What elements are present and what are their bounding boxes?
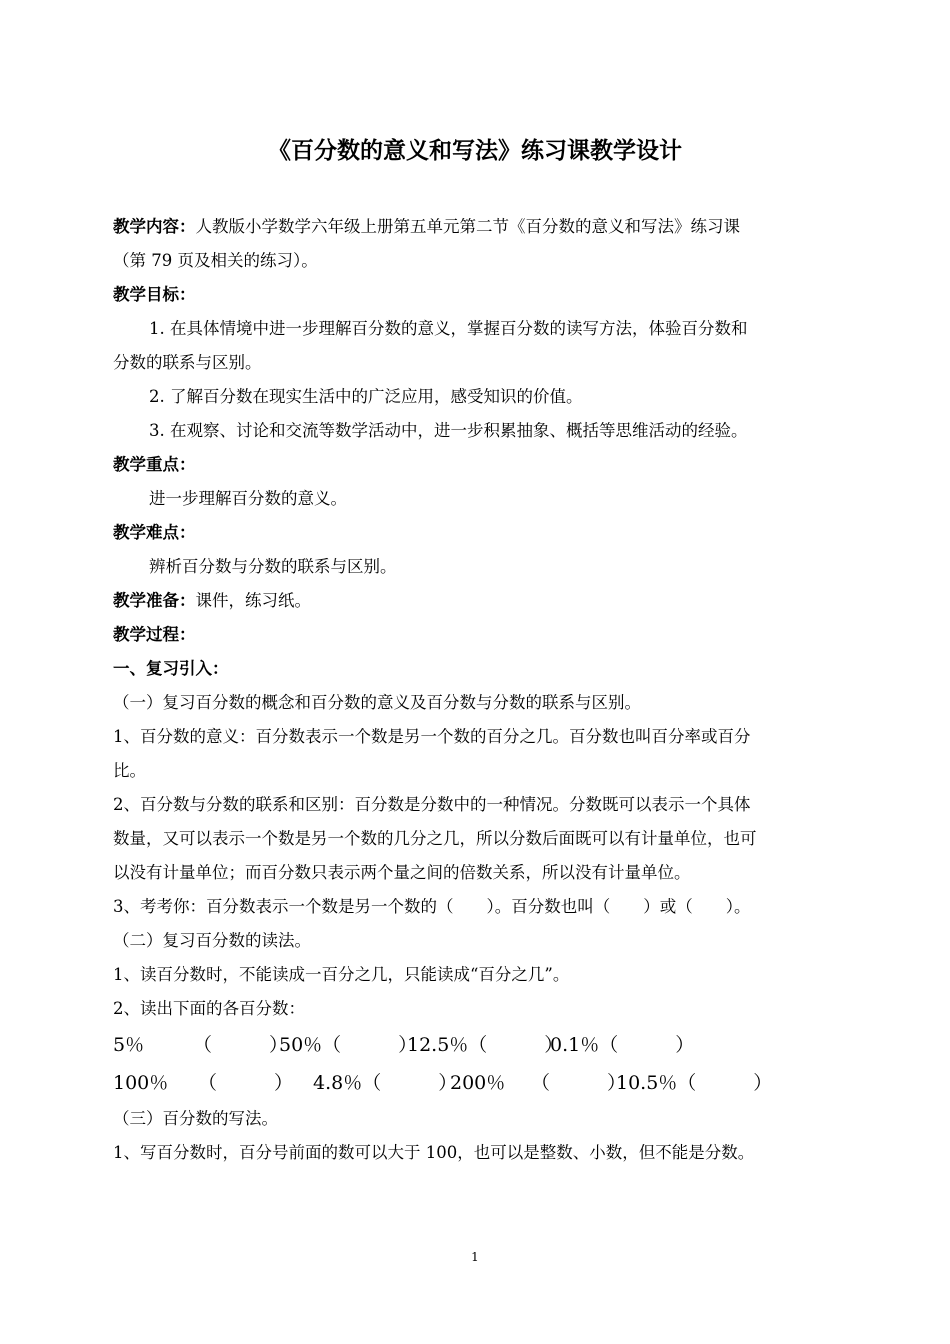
paragraph-1: 1、百分数的意义：百分数表示一个数是另一个数的百分之几。百分数也叫百分率或百分	[113, 727, 751, 746]
paragraph-3: 3、考考你：百分数表示一个数是另一个数的（ ）。百分数也叫（ ）或（ ）。	[113, 897, 751, 916]
subsection-3: （三）百分数的写法。	[113, 1109, 278, 1128]
objective-1: 1. 在具体情境中进一步理解百分数的意义，掌握百分数的读写方法，体验百分数和	[149, 319, 748, 338]
content-line-2: （第 79 页及相关的练习）。	[113, 251, 318, 270]
percent-item: 100％	[113, 1072, 169, 1094]
percent-blank: （ ）	[193, 1034, 289, 1056]
content-label: 教学内容：	[113, 217, 196, 236]
preparation-label: 教学准备：	[113, 591, 196, 610]
paragraph-2-cont: 数量，又可以表示一个数是另一个数的几分之几，所以分数后面既可以有计量单位，也可	[113, 829, 757, 848]
objective-1-cont: 分数的联系与区别。	[113, 353, 262, 372]
subsection-1: （一）复习百分数的概念和百分数的意义及百分数与分数的联系与区别。	[113, 693, 641, 712]
key-point-text: 进一步理解百分数的意义。	[149, 489, 347, 508]
subsection-2: （二）复习百分数的读法。	[113, 931, 311, 950]
percent-item: 4.8％（ ）	[313, 1072, 458, 1094]
reading-rule-1: 1、读百分数时，不能读成一百分之几，只能读成“百分之几”。	[113, 965, 570, 984]
key-point-label: 教学重点：	[113, 455, 196, 474]
objectives-label: 教学目标：	[113, 285, 196, 304]
objective-3: 3. 在观察、讨论和交流等数学活动中，进一步积累抽象、概括等思维活动的经验。	[149, 421, 748, 440]
paragraph-2-cont-2: 以没有计量单位；而百分数只表示两个量之间的倍数关系，所以没有计量单位。	[113, 863, 691, 882]
content-line	[113, 210, 843, 244]
objective-2: 2. 了解百分数在现实生活中的广泛应用，感受知识的价值。	[149, 387, 583, 406]
percent-blank: （ ）	[198, 1072, 294, 1094]
percent-row-1	[113, 1026, 843, 1064]
writing-rule-1: 1、写百分数时，百分号前面的数可以大于 100，也可以是整数、小数，但不能是分数。	[113, 1143, 755, 1162]
percent-item: 50％（ ）	[279, 1034, 418, 1056]
preparation-text: 课件，练习纸。	[195, 591, 311, 610]
process-label: 教学过程：	[113, 625, 196, 644]
document-title: 《百分数的意义和写法》练习课教学设计	[268, 138, 682, 164]
difficulty-text: 辨析百分数与分数的联系与区别。	[149, 557, 397, 576]
percent-blank: （ ）	[531, 1072, 627, 1094]
percent-item: 5％	[113, 1034, 145, 1056]
reading-rule-2: 2、读出下面的各百分数：	[113, 999, 305, 1018]
percent-item: 0.1％（ ）	[550, 1034, 695, 1056]
percent-item: 200％	[450, 1072, 506, 1094]
paragraph-1-cont: 比。	[113, 761, 146, 780]
preparation-line	[113, 584, 843, 618]
percent-item: 12.5％（ ）	[407, 1034, 564, 1056]
paragraph-2: 2、百分数与分数的联系和区别：百分数是分数中的一种情况。分数既可以表示一个具体	[113, 795, 751, 814]
percent-item: 10.5％（ ）	[616, 1072, 773, 1094]
percent-row-2	[113, 1064, 843, 1102]
page-number: 1	[471, 1250, 479, 1264]
document-body	[113, 210, 843, 1170]
content-text: 人教版小学数学六年级上册第五单元第二节《百分数的意义和写法》练习课	[195, 217, 740, 236]
difficulty-label: 教学难点：	[113, 523, 196, 542]
section-heading: 一、复习引入：	[113, 659, 229, 678]
